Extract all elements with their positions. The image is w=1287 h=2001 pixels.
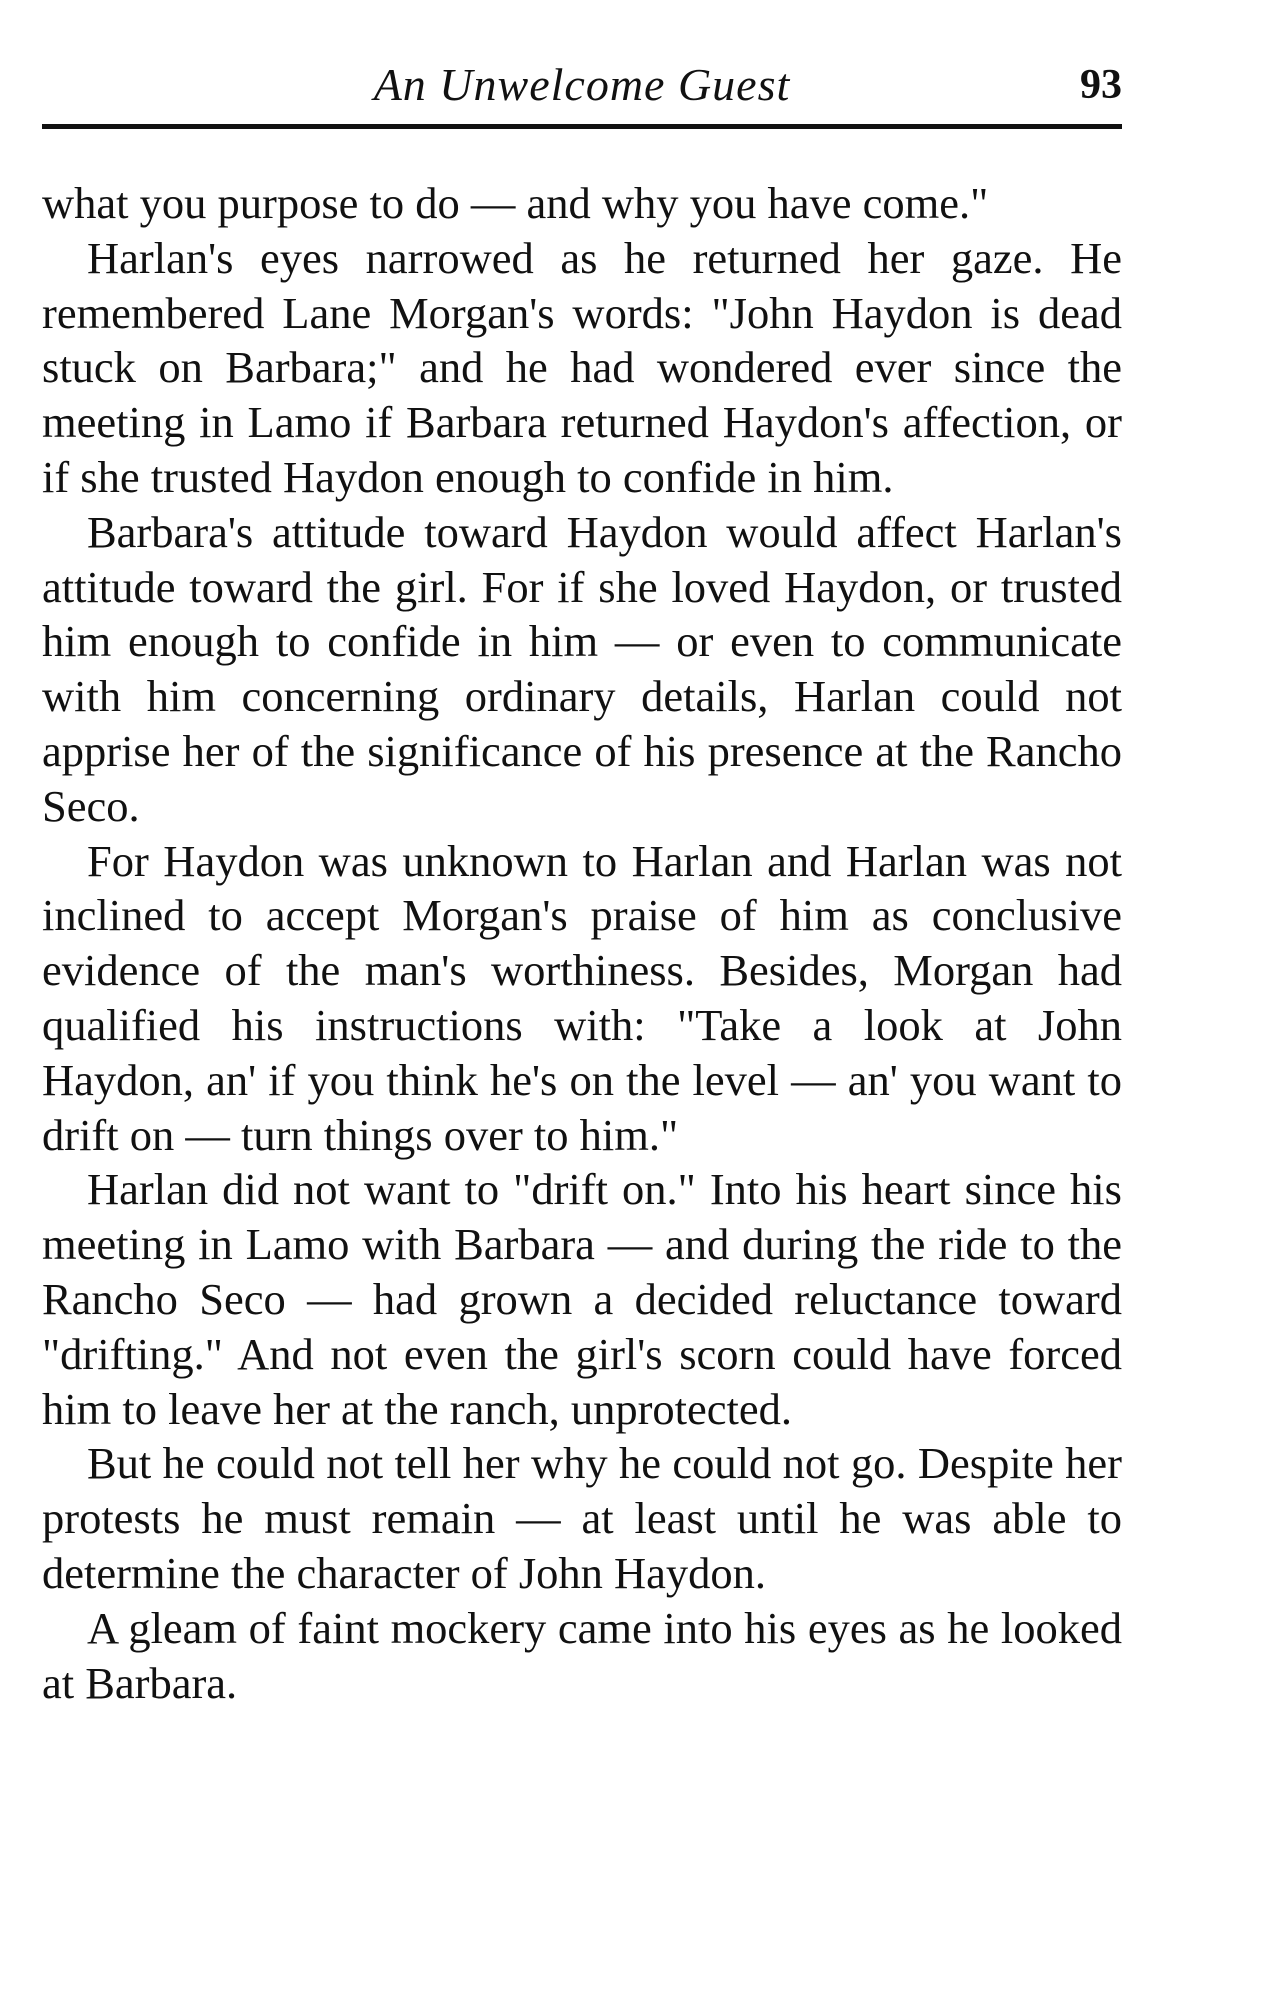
body-text bbox=[42, 176, 1122, 1710]
header-rule bbox=[42, 124, 1122, 129]
running-head bbox=[42, 50, 1122, 120]
paragraph: Harlan did not want to "drift on." Into his heart since his meeting in Lamo with Barbara — and during the ride to the Rancho Seco — had grown a decided reluctance toward "drifting." And not even the girl's scorn could have forced him to leave her at the ranch, unprotected. bbox=[42, 1164, 1122, 1434]
paragraph: A gleam of faint mockery came into his eyes as he looked at Barbara. bbox=[42, 1602, 1122, 1708]
paragraph-continuation: what you purpose to do — and why you have come." bbox=[42, 178, 989, 228]
page-number: 93 bbox=[1080, 62, 1122, 108]
paragraph: Barbara's attitude toward Haydon would affect Harlan's attitude toward the girl. For if she loved Haydon, or trusted him enough to confide in him — or even to communicate with him concerning ordinary details, Harlan could not apprise her of the significance of his presence at the Rancho Seco. bbox=[42, 506, 1122, 831]
paragraph: Harlan's eyes narrowed as he returned her gaze. He remembered Lane Morgan's words: "John Haydon is dead stuck on Barbara;" and he had wondered ever since the meeting in Lamo if Barbara returned Haydon's affection, or if she trusted Haydon enough to confide in him. bbox=[42, 232, 1122, 502]
paragraph: For Haydon was unknown to Harlan and Harlan was not inclined to accept Morgan's praise of him as conclusive evidence of the man's worthiness. Besides, Morgan had qualified his instructions with: "Take a look at John Haydon, an' if you think he's on the level — an' you want to drift on — turn things over to him." bbox=[42, 835, 1122, 1160]
running-title: An Unwelcome Guest bbox=[373, 59, 791, 110]
paragraph: But he could not tell her why he could not go. Despite her protests he must remain — at least until he was able to determine the character of John Haydon. bbox=[42, 1438, 1122, 1598]
